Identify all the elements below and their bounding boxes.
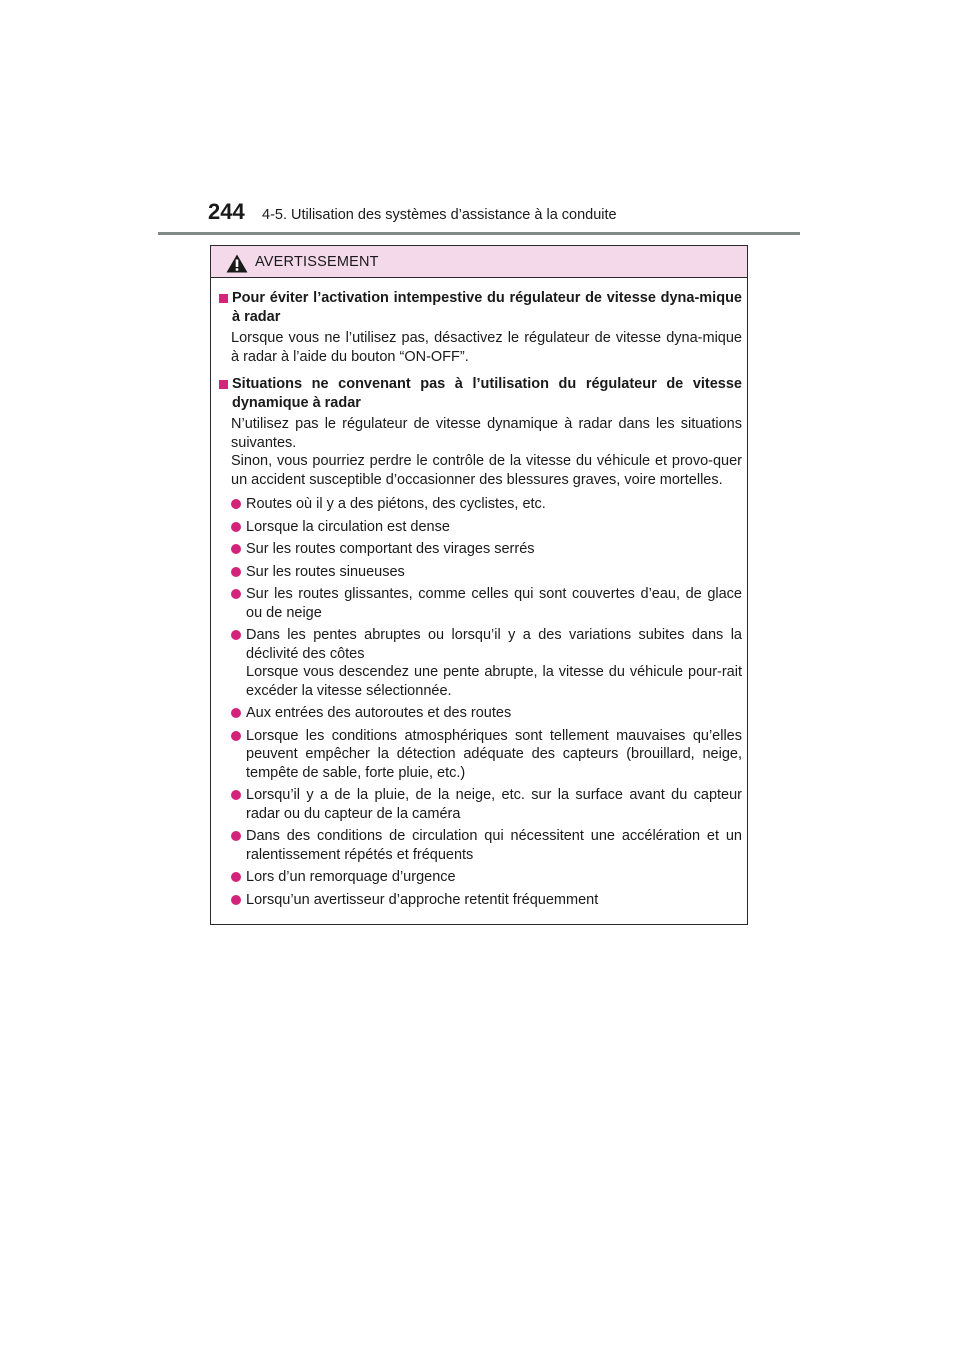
section-paragraph: Sinon, vous pourriez perdre le contrôle de la vitesse du véhicule et provo-quer un accident susceptible d’occasionner des blessures graves, voire mortelles. bbox=[231, 453, 742, 488]
bullet-dot-icon bbox=[231, 499, 241, 509]
bullet-dot-icon bbox=[231, 522, 241, 532]
list-item-text bbox=[246, 585, 742, 622]
bullet-dot-icon bbox=[231, 544, 241, 554]
section-paragraph: N’utilisez pas le régulateur de vitesse dynamique à radar dans les situations suivantes. bbox=[231, 416, 742, 451]
list-item-text bbox=[246, 868, 742, 887]
list-item bbox=[218, 585, 742, 622]
warning-body bbox=[211, 278, 747, 909]
bullet-dot-icon bbox=[231, 708, 241, 718]
list-item-main: Aux entrées des autoroutes et des routes bbox=[246, 705, 512, 721]
square-bullet-icon bbox=[219, 294, 228, 303]
list-item bbox=[218, 626, 742, 700]
list-item-text bbox=[246, 786, 742, 823]
list-item bbox=[218, 786, 742, 823]
list-item-text bbox=[246, 727, 742, 783]
list-item-main: Lorsqu’il y a de la pluie, de la neige, etc. sur la surface avant du capteur radar ou du capteur de la caméra bbox=[246, 787, 742, 822]
bullet-list bbox=[218, 495, 742, 909]
list-item-text bbox=[246, 891, 742, 910]
section-heading bbox=[218, 375, 742, 412]
list-item-main: Lorsque la circulation est dense bbox=[246, 518, 450, 535]
list-item-text bbox=[246, 495, 742, 514]
section-heading-text: Situations ne convenant pas à l’utilisation du régulateur de vitesse dynamique à radar bbox=[232, 376, 742, 411]
list-item-main: Routes où il y a des piétons, des cyclistes, etc. bbox=[246, 496, 546, 512]
list-item bbox=[218, 518, 742, 537]
warning-box bbox=[210, 245, 748, 925]
bullet-dot-icon bbox=[231, 831, 241, 841]
bullet-dot-icon bbox=[231, 872, 241, 882]
page-number: 244 bbox=[208, 199, 245, 224]
list-item-main: Dans des conditions de circulation qui nécessitent une accélération et un ralentissement répétés et fréquents bbox=[246, 828, 742, 863]
list-item-main: Lors d’un remorquage d’urgence bbox=[246, 869, 456, 885]
list-item-main: Sur les routes glissantes, comme celles qui sont couvertes d’eau, de glace ou de neige bbox=[246, 586, 742, 621]
list-item bbox=[218, 563, 742, 582]
list-item bbox=[218, 868, 742, 887]
bullet-dot-icon bbox=[231, 895, 241, 905]
section-heading-text: Pour éviter l’activation intempestive du régulateur de vitesse dyna-mique à radar bbox=[232, 290, 742, 325]
warning-triangle-icon bbox=[226, 254, 248, 273]
list-item bbox=[218, 891, 742, 910]
list-item bbox=[218, 495, 742, 514]
list-item bbox=[218, 727, 742, 783]
list-item bbox=[218, 704, 742, 723]
list-item-main: Dans les pentes abruptes ou lorsqu’il y a des variations subites dans la déclivité des côtes bbox=[246, 627, 742, 662]
section-title: 4-5. Utilisation des systèmes d’assistance à la conduite bbox=[262, 207, 617, 223]
list-item-main: Lorsque les conditions atmosphériques sont tellement mauvaises qu’elles peuvent empêcher la détection adéquate des capteurs (brouillard, neige, tempête de sable, forte pluie, etc.) bbox=[246, 727, 742, 781]
list-item-text bbox=[246, 563, 742, 582]
warning-header bbox=[211, 246, 747, 278]
square-bullet-icon bbox=[219, 380, 228, 389]
section-paragraph: Lorsque vous ne l’utilisez pas, désactivez le régulateur de vitesse dyna-mique à radar à l’aide du bouton “ON-OFF”. bbox=[231, 330, 742, 365]
list-item-text bbox=[246, 704, 742, 723]
list-item-text bbox=[246, 540, 742, 559]
bullet-dot-icon bbox=[231, 790, 241, 800]
list-item-text bbox=[246, 626, 742, 700]
list-item-main: Sur les routes comportant des virages serrés bbox=[246, 541, 535, 557]
bullet-dot-icon bbox=[231, 567, 241, 577]
bullet-dot-icon bbox=[231, 731, 241, 741]
list-item-main: Lorsqu’un avertisseur d’approche retentit fréquemment bbox=[246, 891, 599, 908]
warning-label: AVERTISSEMENT bbox=[255, 254, 379, 270]
header-rule bbox=[158, 232, 800, 235]
list-item-text bbox=[246, 827, 742, 864]
list-item bbox=[218, 827, 742, 864]
list-item-subtext: Lorsque vous descendez une pente abrupte, la vitesse du véhicule pour-rait excéder la vitesse sélectionnée. bbox=[246, 664, 742, 699]
bullet-dot-icon bbox=[231, 630, 241, 640]
section-heading bbox=[218, 289, 742, 326]
list-item-main: Sur les routes sinueuses bbox=[246, 563, 405, 580]
list-item bbox=[218, 540, 742, 559]
list-item-text bbox=[246, 518, 742, 537]
bullet-dot-icon bbox=[231, 589, 241, 599]
